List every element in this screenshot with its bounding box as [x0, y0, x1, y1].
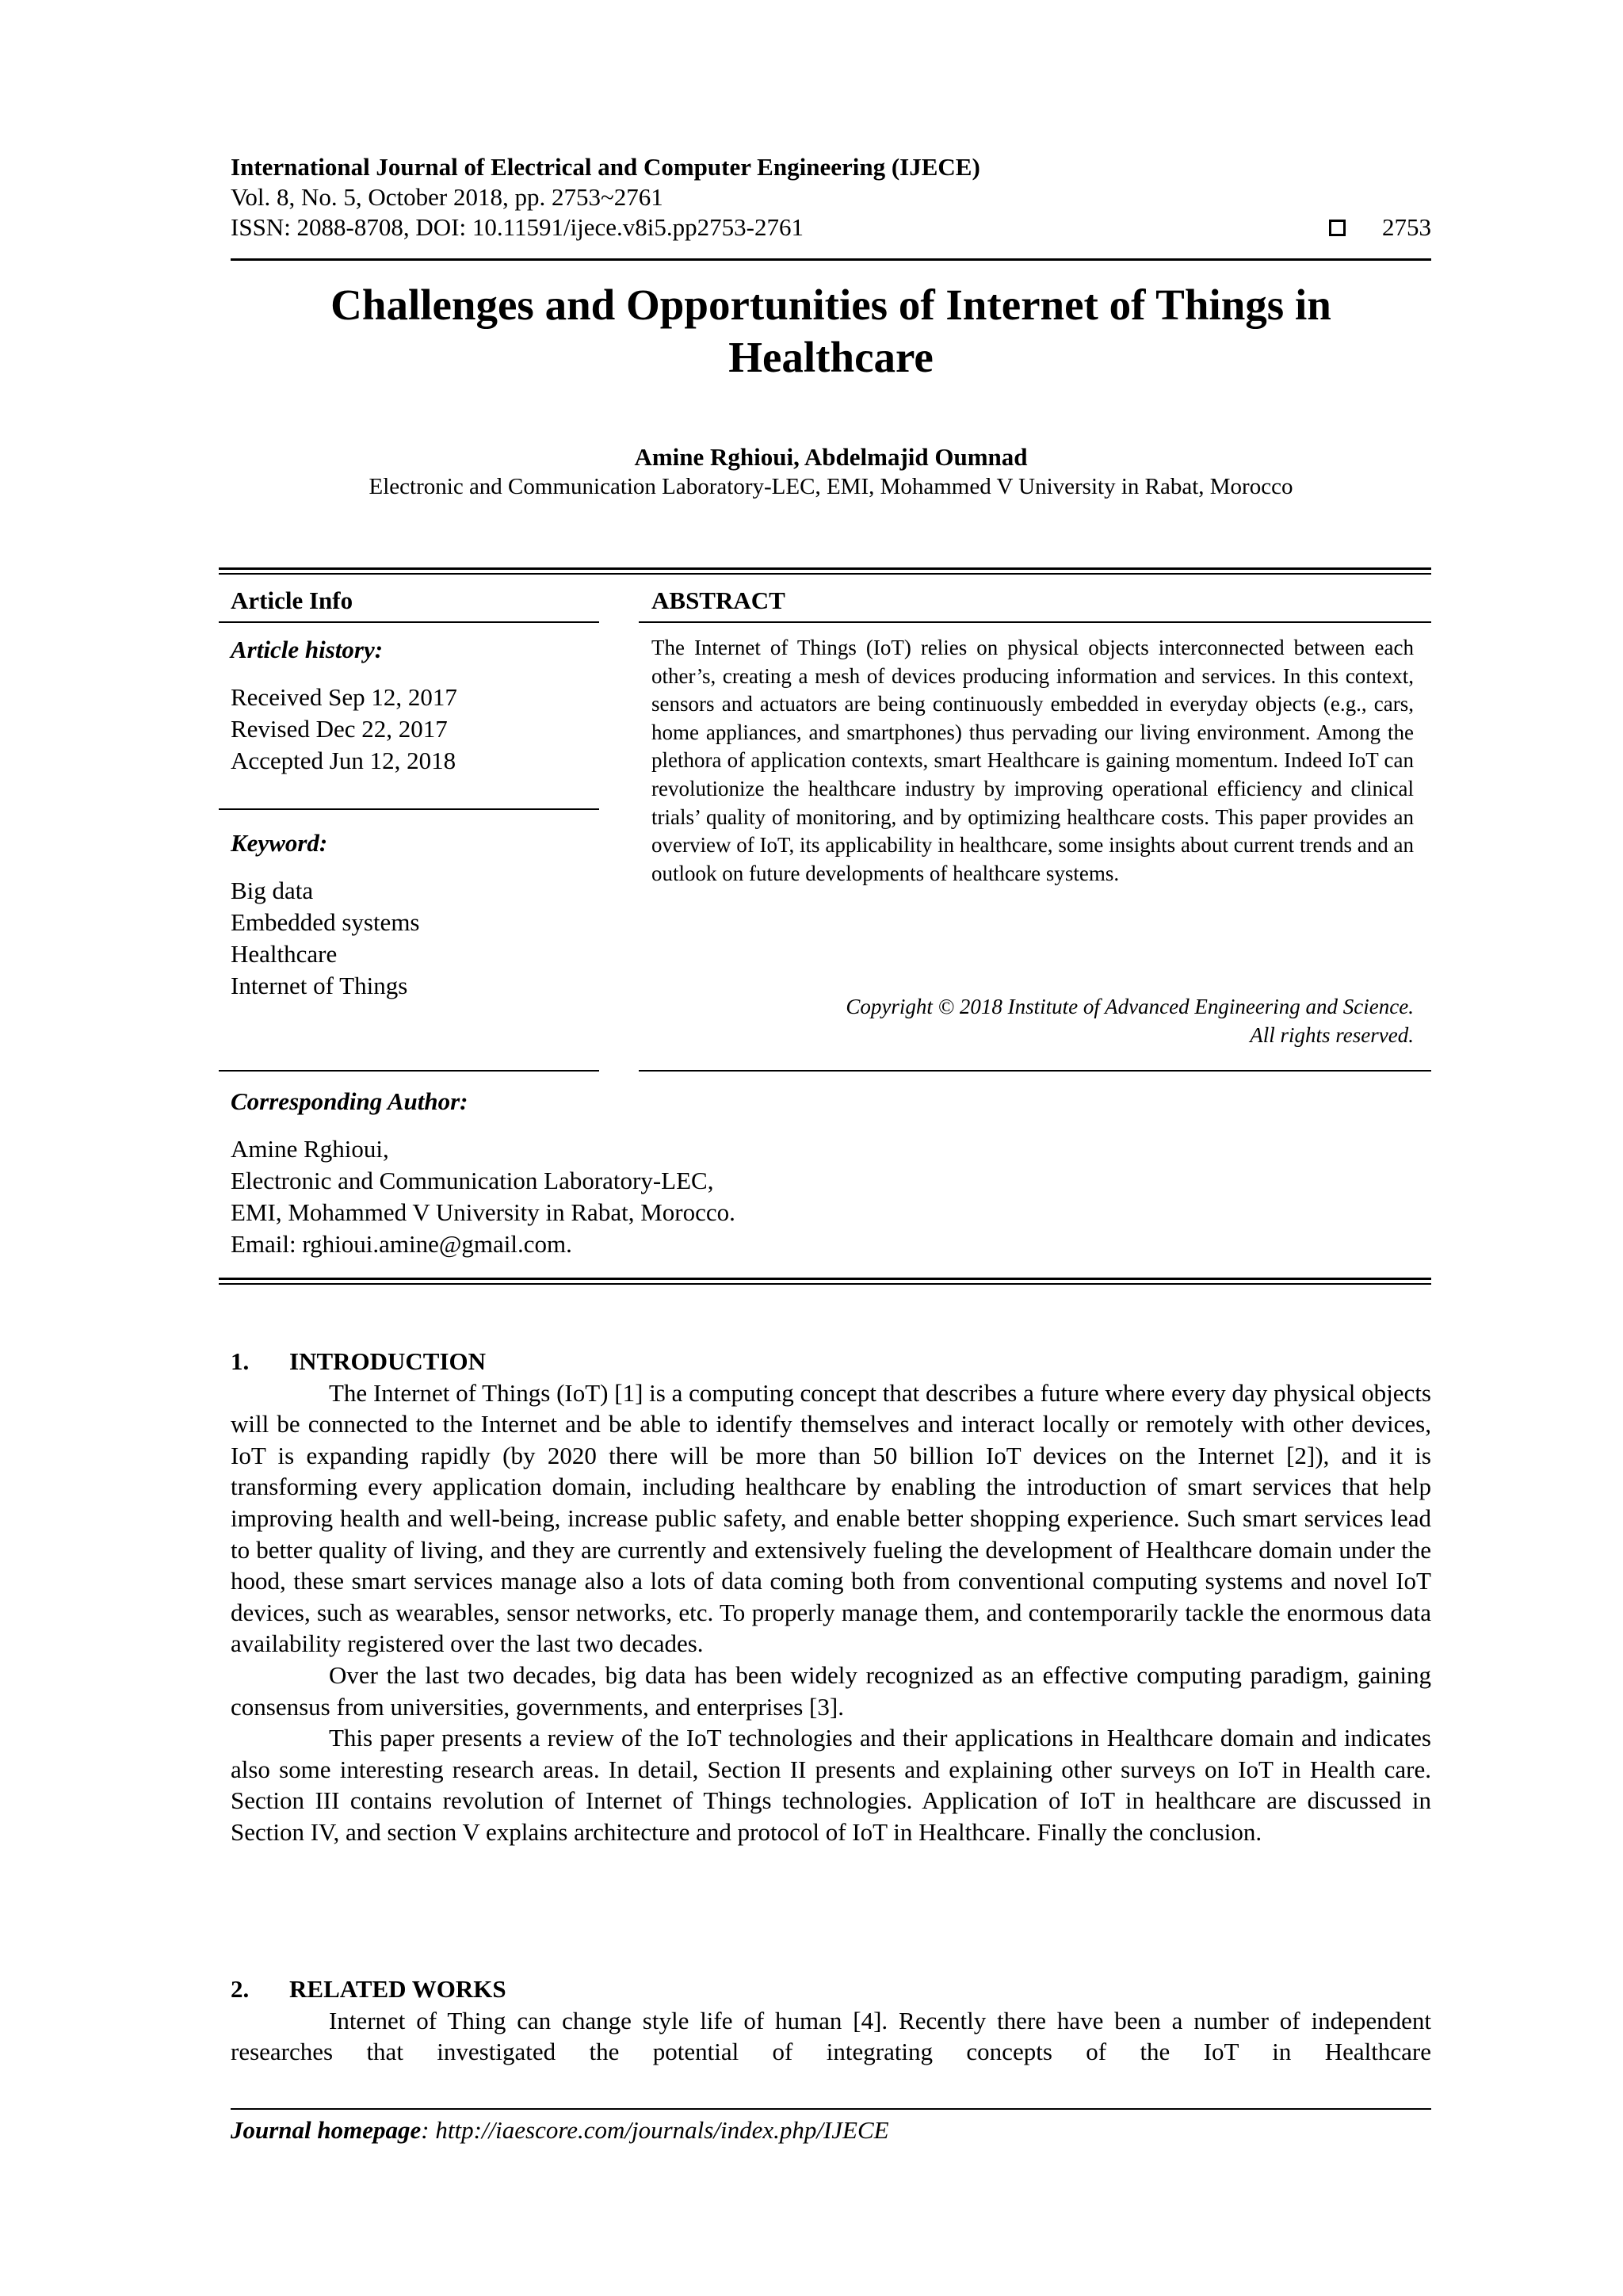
title-line-1: Challenges and Opportunities of Internet of Things in [330, 281, 1331, 329]
section-title: INTRODUCTION [289, 1347, 487, 1375]
history-rule [219, 808, 599, 810]
abstract-text: The Internet of Things (IoT) relies on physical objects interconnected between each other’s, creating a mesh of devices producing information and services. In this context, sensors and actuators are being continuously embedded in everyday objects (e.g., cars, home appliances, and smartphones) thus pervading our living environment. Among the plethora of application contexts, smart Healthcare is gaining momentum. Indeed IoT can revolutionize the healthcare industry by improving operational efficiency and clinical trials’ quality of monitoring, and by optimizing healthcare costs. This paper provides an overview of IoT, its applicability in healthcare, some insights about current trends and an outlook on future developments of healthcare systems. [651, 636, 1414, 885]
affiliation: Electronic and Communication Laboratory-LEC, EMI, Mohammed V University in Rabat, Morocco [369, 474, 1293, 499]
keyword-item: Big data [231, 877, 314, 904]
header-rule [231, 258, 1431, 261]
article-info-heading: Article Info [231, 586, 353, 614]
corresponding-line: Amine Rghioui, [231, 1135, 389, 1163]
abstract-bottom-rule [639, 1070, 1431, 1072]
copyright-notice [651, 992, 1414, 1049]
received-date: Received Sep 12, 2017 [231, 683, 457, 711]
keywords-rule [219, 1070, 599, 1072]
accepted-date: Accepted Jun 12, 2018 [231, 747, 456, 774]
section-heading [231, 1973, 1431, 2005]
abstract-heading: ABSTRACT [651, 586, 785, 614]
homepage-label: Journal homepage [231, 2116, 422, 2144]
body-paragraph: Over the last two decades, big data has been widely recognized as an effective computing paradigm, gaining consensus from universities, governments, and enterprises [3]. [231, 1660, 1431, 1721]
section-related-works [231, 1973, 1431, 2068]
body-paragraph: Internet of Thing can change style life of human [4]. Recently there have been a number of independent researches that investigated the potential of integrating concepts of the IoT in Healthcare [231, 2006, 1431, 2066]
copyright-line-2: All rights reserved. [1250, 1023, 1414, 1047]
keywords-block [231, 827, 595, 1002]
section-number: 2. [231, 1975, 250, 2003]
page-number: 2753 [1382, 213, 1431, 241]
checkbox-square-icon [1329, 220, 1346, 236]
article-info-rule [219, 621, 599, 623]
keyword-item: Healthcare [231, 940, 338, 968]
volume-info: Vol. 8, No. 5, October 2018, pp. 2753~2761 [231, 183, 663, 211]
section-number: 1. [231, 1347, 250, 1375]
journal-homepage [231, 2115, 1431, 2146]
authors: Amine Rghioui, Abdelmajid Oumnad [634, 443, 1028, 471]
keyword-heading: Keyword: [231, 829, 328, 857]
issn-row [231, 212, 1431, 243]
homepage-url[interactable]: : http://iaescore.com/journals/index.php/IJECE [421, 2116, 889, 2144]
title-line-2: Healthcare [728, 333, 934, 381]
keyword-item: Embedded systems [231, 908, 420, 936]
keyword-item: Internet of Things [231, 972, 408, 999]
article-info [231, 585, 595, 617]
corresponding-line: Electronic and Communication Laboratory-LEC, [231, 1167, 714, 1194]
info-top-rule [219, 567, 1431, 575]
revised-date: Revised Dec 22, 2017 [231, 715, 448, 743]
copyright-line-1: Copyright © 2018 Institute of Advanced Engineering and Science. [846, 995, 1414, 1018]
issn-doi: ISSN: 2088-8708, DOI: 10.11591/ijece.v8i5.pp2753-2761 [231, 213, 804, 241]
info-bottom-rule [219, 1278, 1431, 1285]
article-history [231, 634, 595, 777]
corresponding-line: EMI, Mohammed V University in Rabat, Morocco. [231, 1198, 735, 1226]
paper-title [231, 279, 1431, 384]
abstract-rule [639, 621, 1431, 623]
corresponding-line: Email: rghioui.amine@gmail.com. [231, 1230, 572, 1258]
section-introduction [231, 1346, 1431, 1848]
footer-rule [231, 2108, 1431, 2110]
body-paragraph: The Internet of Things (IoT) [1] is a computing concept that describes a future where every day physical objects will be connected to the Internet and be able to identify themselves and interact locally or remotely with other devices, IoT is expanding rapidly (by 2020 there will be more than 50 billion IoT devices on the Internet [2]), and it is transforming every application domain, including healthcare by enabling the introduction of smart services that help improving health and well-being, increase public safety, and enable better shopping experience. Such smart services lead to better quality of living, and they are currently and extensively fueling the development of Healthcare domain under the hood, these smart services manage also a lots of data coming both from conventional computing systems and novel IoT devices, such as wearables, sensor networks, etc. To properly manage them, and contemporarily tackle the enormous data availability registered over the last two decades. [231, 1378, 1431, 1658]
body-paragraph: This paper presents a review of the IoT technologies and their applications in Healthcare domain and indicates also some interesting research areas. In detail, Section II presents and explaining other surveys on IoT in Health care. Section III contains revolution of Internet of Things technologies. Application of IoT in healthcare are discussed in Section IV, and section V explains architecture and protocol of IoT in Healthcare. Finally the conclusion. [231, 1724, 1431, 1846]
section-heading [231, 1346, 1431, 1377]
section-title: RELATED WORKS [289, 1975, 506, 2003]
running-header [231, 152, 1431, 243]
corresponding-author [231, 1086, 1261, 1260]
history-heading: Article history: [231, 636, 384, 663]
journal-name: International Journal of Electrical and Computer Engineering (IJECE) [231, 153, 980, 181]
corresponding-heading: Corresponding Author: [231, 1087, 468, 1115]
